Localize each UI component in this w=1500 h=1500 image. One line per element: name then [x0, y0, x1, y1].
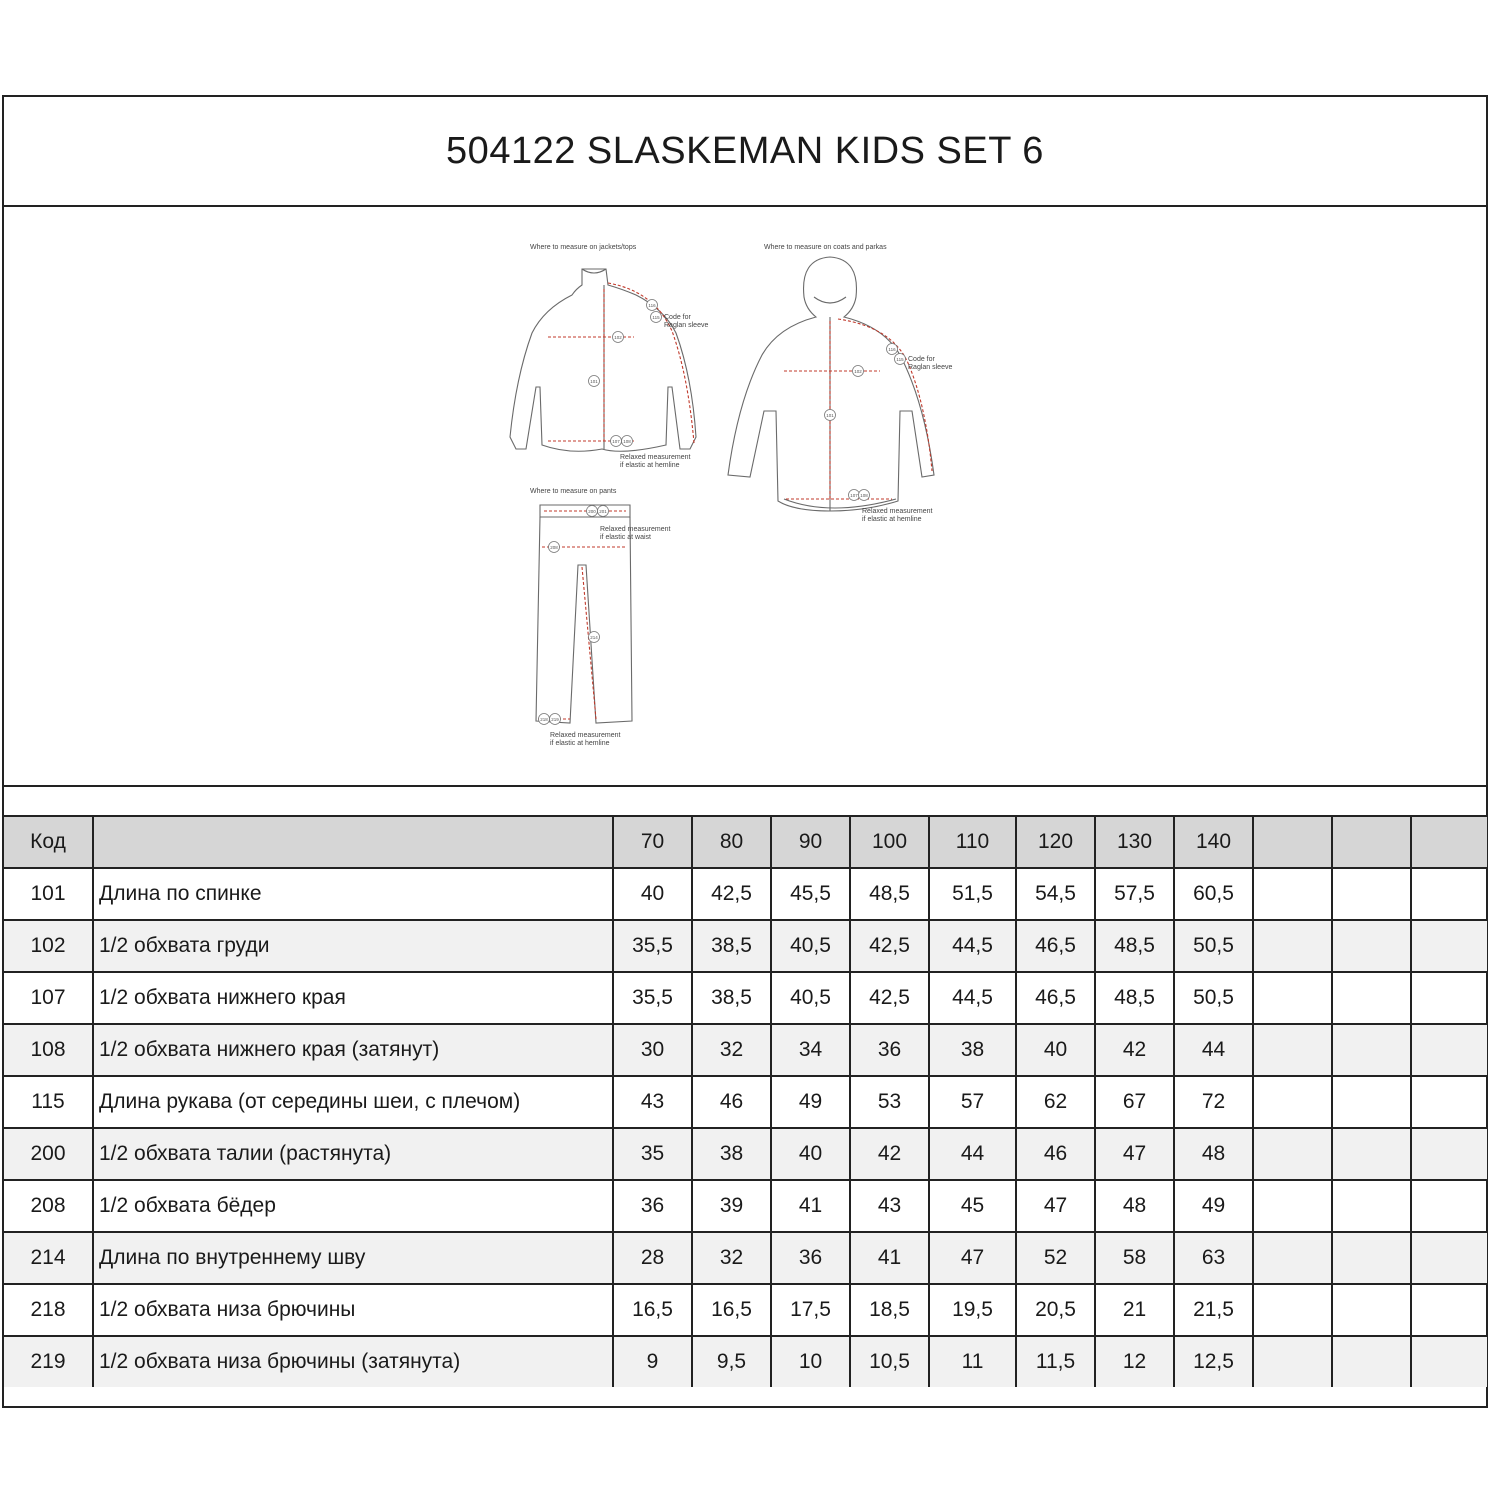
row-value-cell: 46,5 — [1016, 920, 1095, 972]
row-label-cell: 1/2 обхвата нижнего края — [93, 972, 613, 1024]
row-label-cell: Длина по спинке — [93, 868, 613, 920]
header-size-cell: 120 — [1016, 817, 1095, 868]
row-label-cell: 1/2 обхвата низа брючины — [93, 1284, 613, 1336]
row-value-cell: 44 — [1174, 1024, 1253, 1076]
row-value-cell: 44,5 — [929, 972, 1016, 1024]
pants-relaxed-waist-line1: Relaxed measurement — [600, 526, 671, 533]
row-value-cell: 40 — [1016, 1024, 1095, 1076]
row-value-cell: 38,5 — [692, 972, 771, 1024]
row-value-cell: 38 — [929, 1024, 1016, 1076]
badge-116: 116 — [648, 303, 656, 308]
row-value-cell: 18,5 — [850, 1284, 929, 1336]
jacket-caption: Where to measure on jackets/tops — [530, 244, 637, 251]
table-row — [4, 1284, 1487, 1336]
row-value-cell — [1332, 1180, 1411, 1232]
page-title: 504122 SLASKEMAN KIDS SET 6 — [446, 129, 1044, 172]
row-value-cell: 30 — [613, 1024, 692, 1076]
row-value-cell: 35 — [613, 1128, 692, 1180]
row-label-cell: Длина рукава (от середины шеи, с плечом) — [93, 1076, 613, 1128]
row-value-cell: 12,5 — [1174, 1336, 1253, 1387]
coat-diagram — [728, 244, 952, 523]
header-size-cell: 90 — [771, 817, 850, 868]
size-chart-frame — [2, 95, 1488, 1408]
measurement-diagram — [4, 205, 1486, 785]
row-value-cell: 57,5 — [1095, 868, 1174, 920]
row-value-cell: 42,5 — [692, 868, 771, 920]
row-code-cell: 101 — [4, 868, 93, 920]
table-row — [4, 1232, 1487, 1284]
row-label-cell: 1/2 обхвата нижнего края (затянут) — [93, 1024, 613, 1076]
badge-108: 108 — [623, 439, 631, 444]
row-value-cell: 52 — [1016, 1232, 1095, 1284]
measurement-figure-row — [4, 205, 1486, 787]
row-value-cell — [1253, 1128, 1332, 1180]
header-size-cell — [1332, 817, 1411, 868]
row-value-cell — [1253, 1076, 1332, 1128]
row-value-cell: 67 — [1095, 1076, 1174, 1128]
header-size-cell: 70 — [613, 817, 692, 868]
row-value-cell — [1332, 1076, 1411, 1128]
row-value-cell: 28 — [613, 1232, 692, 1284]
header-description-cell — [93, 817, 613, 868]
row-value-cell — [1411, 1076, 1487, 1128]
row-value-cell: 48 — [1174, 1128, 1253, 1180]
coat-badge-116: 116 — [888, 347, 896, 352]
title-row — [4, 97, 1486, 207]
badge-102: 102 — [614, 335, 622, 340]
header-size-cell: 100 — [850, 817, 929, 868]
row-value-cell: 41 — [771, 1180, 850, 1232]
row-value-cell: 40 — [613, 868, 692, 920]
badge-115: 115 — [652, 315, 660, 320]
badge-107: 107 — [612, 439, 620, 444]
size-table — [4, 817, 1487, 1387]
row-code-cell: 115 — [4, 1076, 93, 1128]
pants-relaxed-hem-line1: Relaxed measurement — [550, 732, 621, 739]
row-code-cell: 218 — [4, 1284, 93, 1336]
row-value-cell: 44,5 — [929, 920, 1016, 972]
jacket-diagram — [510, 244, 708, 469]
header-code-cell: Код — [4, 817, 93, 868]
row-value-cell: 21 — [1095, 1284, 1174, 1336]
badge-219: 219 — [551, 717, 559, 722]
table-row — [4, 1180, 1487, 1232]
row-value-cell: 43 — [850, 1180, 929, 1232]
row-value-cell: 45 — [929, 1180, 1016, 1232]
header-size-cell: 110 — [929, 817, 1016, 868]
row-value-cell — [1253, 1024, 1332, 1076]
coat-badge-101: 101 — [826, 413, 834, 418]
row-value-cell — [1253, 1336, 1332, 1387]
row-value-cell: 16,5 — [692, 1284, 771, 1336]
header-size-cell: 130 — [1095, 817, 1174, 868]
row-value-cell: 11 — [929, 1336, 1016, 1387]
raglan-note-line1: Code for — [664, 314, 691, 321]
pants-relaxed-hem-line2: if elastic at hemline — [550, 740, 610, 747]
row-value-cell: 11,5 — [1016, 1336, 1095, 1387]
table-row — [4, 972, 1487, 1024]
table-header-row — [4, 817, 1487, 868]
coat-badge-115: 115 — [896, 357, 904, 362]
row-value-cell — [1411, 920, 1487, 972]
row-value-cell — [1332, 920, 1411, 972]
row-value-cell: 41 — [850, 1232, 929, 1284]
row-label-cell: 1/2 обхвата низа брючины (затянута) — [93, 1336, 613, 1387]
row-value-cell — [1411, 1180, 1487, 1232]
row-value-cell — [1253, 1180, 1332, 1232]
row-value-cell: 36 — [771, 1232, 850, 1284]
table-row — [4, 868, 1487, 920]
row-value-cell — [1411, 972, 1487, 1024]
row-value-cell: 9 — [613, 1336, 692, 1387]
badge-214: 214 — [590, 635, 598, 640]
row-value-cell: 51,5 — [929, 868, 1016, 920]
row-label-cell: 1/2 обхвата груди — [93, 920, 613, 972]
pants-diagram — [530, 488, 670, 747]
coat-caption: Where to measure on coats and parkas — [764, 244, 887, 251]
badge-218: 218 — [540, 717, 548, 722]
coat-relaxed-line2: if elastic at hemline — [862, 516, 922, 523]
coat-raglan-note-line2: Raglan sleeve — [908, 364, 953, 371]
coat-relaxed-line1: Relaxed measurement — [862, 508, 933, 515]
row-label-cell: Длина по внутреннему шву — [93, 1232, 613, 1284]
row-value-cell: 46,5 — [1016, 972, 1095, 1024]
coat-badge-102: 102 — [854, 369, 862, 374]
row-code-cell: 214 — [4, 1232, 93, 1284]
table-row — [4, 1128, 1487, 1180]
row-value-cell: 42,5 — [850, 920, 929, 972]
header-size-cell — [1253, 817, 1332, 868]
row-value-cell: 20,5 — [1016, 1284, 1095, 1336]
row-value-cell: 17,5 — [771, 1284, 850, 1336]
row-value-cell: 63 — [1174, 1232, 1253, 1284]
row-value-cell: 40 — [771, 1128, 850, 1180]
row-value-cell: 47 — [929, 1232, 1016, 1284]
row-value-cell: 38 — [692, 1128, 771, 1180]
row-value-cell: 10 — [771, 1336, 850, 1387]
spacer-row — [4, 787, 1486, 817]
row-value-cell: 40,5 — [771, 920, 850, 972]
row-value-cell — [1332, 1336, 1411, 1387]
row-value-cell: 54,5 — [1016, 868, 1095, 920]
row-code-cell: 219 — [4, 1336, 93, 1387]
raglan-note-line2: Raglan sleeve — [664, 322, 709, 329]
row-value-cell — [1253, 1284, 1332, 1336]
row-value-cell: 21,5 — [1174, 1284, 1253, 1336]
row-value-cell: 16,5 — [613, 1284, 692, 1336]
row-value-cell: 49 — [1174, 1180, 1253, 1232]
row-value-cell: 60,5 — [1174, 868, 1253, 920]
row-value-cell — [1253, 920, 1332, 972]
row-value-cell: 19,5 — [929, 1284, 1016, 1336]
row-value-cell — [1332, 1024, 1411, 1076]
row-value-cell — [1332, 868, 1411, 920]
header-size-cell: 80 — [692, 817, 771, 868]
row-label-cell: 1/2 обхвата талии (растянута) — [93, 1128, 613, 1180]
coat-badge-107: 107 — [850, 493, 858, 498]
row-value-cell — [1411, 1336, 1487, 1387]
row-value-cell: 49 — [771, 1076, 850, 1128]
row-value-cell: 72 — [1174, 1076, 1253, 1128]
table-row — [4, 1336, 1487, 1387]
row-value-cell: 12 — [1095, 1336, 1174, 1387]
row-value-cell: 47 — [1016, 1180, 1095, 1232]
header-size-cell: 140 — [1174, 817, 1253, 868]
row-value-cell: 45,5 — [771, 868, 850, 920]
row-code-cell: 107 — [4, 972, 93, 1024]
row-value-cell: 50,5 — [1174, 972, 1253, 1024]
table-row — [4, 1024, 1487, 1076]
row-value-cell — [1411, 868, 1487, 920]
row-value-cell: 46 — [1016, 1128, 1095, 1180]
header-size-cell — [1411, 817, 1487, 868]
row-value-cell: 50,5 — [1174, 920, 1253, 972]
row-value-cell: 48 — [1095, 1180, 1174, 1232]
row-value-cell: 42,5 — [850, 972, 929, 1024]
badge-200: 200 — [588, 509, 596, 514]
row-value-cell — [1332, 1128, 1411, 1180]
row-value-cell: 58 — [1095, 1232, 1174, 1284]
row-code-cell: 108 — [4, 1024, 93, 1076]
row-value-cell: 43 — [613, 1076, 692, 1128]
row-value-cell: 32 — [692, 1024, 771, 1076]
row-value-cell: 44 — [929, 1128, 1016, 1180]
row-code-cell: 200 — [4, 1128, 93, 1180]
table-row — [4, 920, 1487, 972]
row-value-cell: 35,5 — [613, 920, 692, 972]
row-value-cell — [1332, 1232, 1411, 1284]
pants-relaxed-waist-line2: if elastic at waist — [600, 534, 651, 541]
row-value-cell: 46 — [692, 1076, 771, 1128]
row-value-cell: 48,5 — [850, 868, 929, 920]
jacket-relaxed-line1: Relaxed measurement — [620, 454, 691, 461]
row-value-cell: 57 — [929, 1076, 1016, 1128]
jacket-relaxed-line2: if elastic at hemline — [620, 462, 680, 469]
row-value-cell: 48,5 — [1095, 972, 1174, 1024]
row-value-cell: 48,5 — [1095, 920, 1174, 972]
row-value-cell: 47 — [1095, 1128, 1174, 1180]
row-value-cell: 36 — [850, 1024, 929, 1076]
row-value-cell — [1253, 972, 1332, 1024]
row-value-cell: 32 — [692, 1232, 771, 1284]
row-value-cell — [1411, 1128, 1487, 1180]
table-row — [4, 1076, 1487, 1128]
row-value-cell: 38,5 — [692, 920, 771, 972]
badge-201: 201 — [599, 509, 607, 514]
row-value-cell — [1332, 1284, 1411, 1336]
badge-208: 208 — [550, 545, 558, 550]
row-value-cell: 34 — [771, 1024, 850, 1076]
row-value-cell — [1411, 1024, 1487, 1076]
pants-caption: Where to measure on pants — [530, 488, 617, 495]
row-value-cell: 10,5 — [850, 1336, 929, 1387]
row-value-cell: 53 — [850, 1076, 929, 1128]
row-value-cell: 36 — [613, 1180, 692, 1232]
row-code-cell: 102 — [4, 920, 93, 972]
row-value-cell: 35,5 — [613, 972, 692, 1024]
row-value-cell: 42 — [1095, 1024, 1174, 1076]
row-value-cell — [1332, 972, 1411, 1024]
row-value-cell: 40,5 — [771, 972, 850, 1024]
row-value-cell: 9,5 — [692, 1336, 771, 1387]
row-code-cell: 208 — [4, 1180, 93, 1232]
row-label-cell: 1/2 обхвата бёдер — [93, 1180, 613, 1232]
row-value-cell: 62 — [1016, 1076, 1095, 1128]
row-value-cell: 39 — [692, 1180, 771, 1232]
coat-badge-108: 108 — [860, 493, 868, 498]
row-value-cell — [1253, 868, 1332, 920]
coat-raglan-note-line1: Code for — [908, 356, 935, 363]
badge-101: 101 — [590, 379, 598, 384]
row-value-cell: 42 — [850, 1128, 929, 1180]
row-value-cell — [1253, 1232, 1332, 1284]
row-value-cell — [1411, 1284, 1487, 1336]
row-value-cell — [1411, 1232, 1487, 1284]
